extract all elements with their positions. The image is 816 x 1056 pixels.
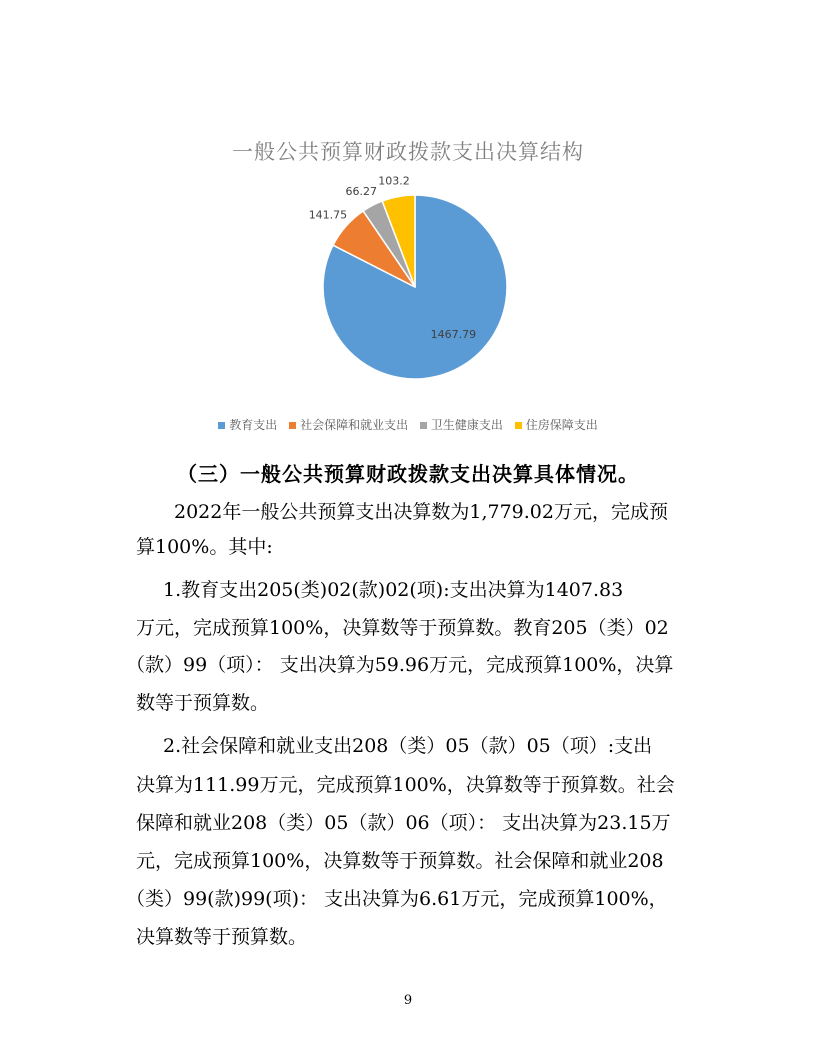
legend-item-social-security (289, 416, 408, 433)
legend-label-social-security: 社会保障和就业支出 (300, 418, 409, 432)
legend-swatch-social-security (289, 422, 296, 429)
page-number: 9 (403, 993, 413, 1008)
legend-swatch-health (420, 422, 427, 429)
legend-label-health: 卫生健康支出 (430, 418, 503, 432)
paragraph-line: 数等于预算数。 (136, 692, 270, 714)
legend-label-education: 教育支出 (229, 418, 278, 432)
paragraph-line: （款）99（项）： 支出决算为59.96万元，完成预算100%，决算 (126, 654, 674, 676)
section-heading: （三）一般公共预算财政拨款支出决算具体情况。 (177, 462, 639, 486)
legend-item-health (420, 416, 503, 433)
data-label-education: 1467.79 (430, 328, 477, 342)
data-label-health: 66.27 (345, 184, 378, 198)
paragraph-line: 算100%。其中: (136, 536, 273, 558)
data-label-housing: 103.2 (378, 174, 410, 188)
paragraph-line: 保障和就业208（类）05（款）06（项）： 支出决算为23.15万 (136, 812, 671, 834)
legend-label-housing: 住房保障支出 (525, 418, 598, 432)
paragraph-line: 决算数等于预算数。 (136, 926, 308, 948)
legend-swatch-education (218, 422, 225, 429)
paragraph-line: 2.社会保障和就业支出208（类）05（款）05（项）:支出 (163, 735, 653, 757)
paragraph-line: （类）99(款)99(项)： 支出决算为6.61万元，完成预算100%， (126, 888, 668, 910)
legend-item-housing (515, 416, 598, 433)
legend-swatch-housing (515, 422, 522, 429)
chart-title: 一般公共预算财政拨款支出决算结构 (232, 140, 584, 164)
data-label-social-security: 141.75 (308, 208, 348, 222)
paragraph-line: 决算为111.99万元，完成预算100%，决算数等于预算数。社会 (136, 774, 675, 796)
pie-chart (0, 0, 816, 440)
paragraph-line: 元，完成预算100%，决算数等于预算数。社会保障和就业208 (136, 850, 664, 872)
paragraph-line: 2022年一般公共预算支出决算数为1,779.02万元，完成预 (174, 501, 668, 523)
paragraph-line: 1.教育支出205(类)02(款)02(项):支出决算为1407.83 (163, 579, 624, 601)
chart-legend (0, 416, 816, 433)
paragraph-line: 万元，完成预算100%，决算数等于预算数。教育205（类）02 (136, 617, 669, 639)
legend-item-education (218, 416, 277, 433)
